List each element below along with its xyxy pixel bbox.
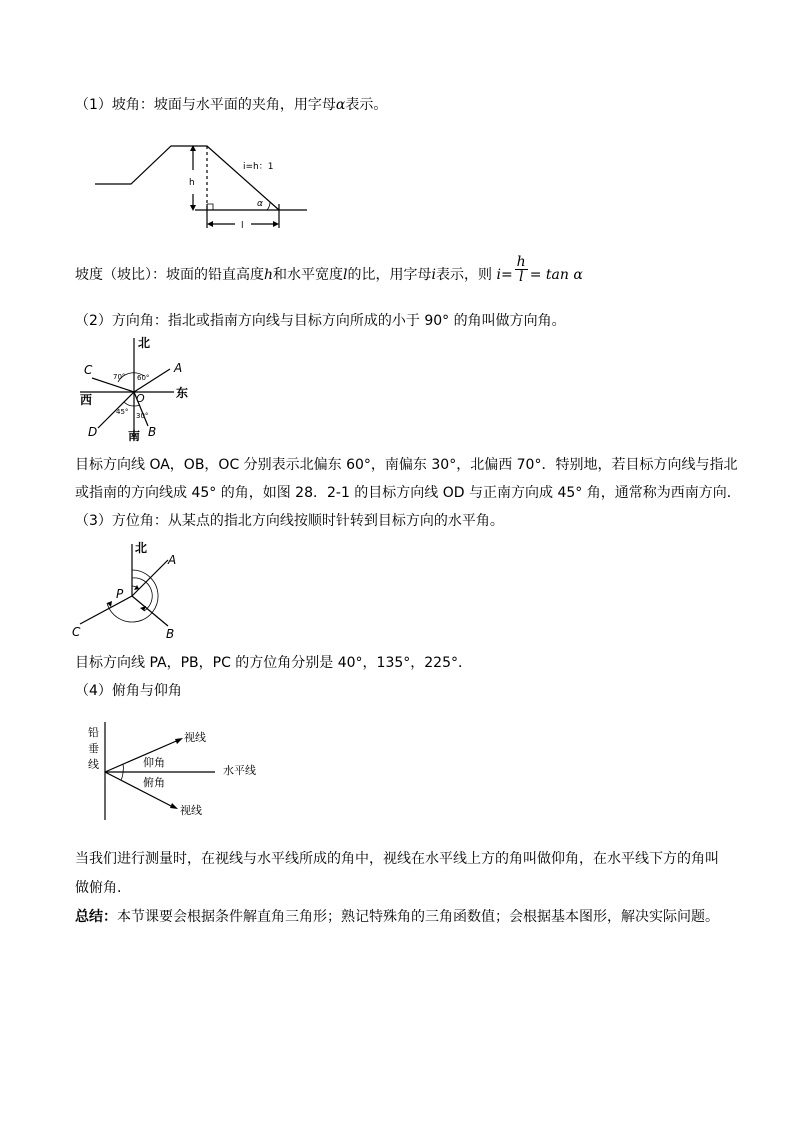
west-label: 西	[80, 393, 93, 407]
angle-45-label: 45°	[116, 408, 129, 416]
alpha-label: α	[257, 199, 263, 209]
point-c-label: C	[84, 363, 93, 377]
elevation-desc-line-1: 当我们进行测量时，在视线与水平线所成的角中，视线在水平线上方的角叫做仰角，在水平线下方的角叫	[75, 851, 719, 867]
bearing-angle-figure	[72, 538, 192, 642]
elevation-desc-line-2: 做俯角.	[75, 880, 122, 896]
slope-figure	[95, 138, 310, 233]
angle-60-label: 60°	[137, 374, 150, 382]
point-a-label: A	[174, 361, 183, 375]
elevation-angle-label: 仰角	[143, 756, 165, 769]
depression-angle-label: 俯角	[143, 776, 165, 789]
elevation-depression-figure	[85, 722, 275, 822]
summary-text: 本节课要会根据条件解直角三角形；熟记特殊角的三角函数值；会根据基本图形，解决实际问题。	[117, 909, 719, 925]
point-b-label: B	[166, 627, 175, 641]
bearing-angle-heading: （3）方位角：从某点的指北方向线按顺时针转到目标方向的水平角。	[75, 513, 504, 529]
elevation-depression-heading: （4）俯角与仰角	[75, 683, 182, 699]
point-a-label: A	[168, 553, 177, 567]
length-label: l	[241, 221, 244, 231]
north-label: 北	[138, 336, 151, 350]
east-label: 东	[176, 386, 189, 400]
plumb-char-3: 线	[88, 758, 99, 771]
angle-70-label: 70°	[113, 373, 126, 381]
height-label: h	[189, 178, 195, 188]
summary	[75, 908, 719, 926]
direction-desc-line-1: 目标方向线 OA，OB，OC 分别表示北偏东 60°，南偏东 30°，北偏西 70°．特别地，若目标方向线与指北	[75, 457, 738, 473]
direction-desc-line-2: 或指南的方向线成 45° 的角，如图 28．2-1 的目标方向线 OD 与正南方向成 45° 角，通常称为西南方向．	[75, 485, 741, 501]
slope-formula-fraction: $\frac{h}{l}$	[516, 253, 526, 285]
point-b-label: B	[148, 425, 157, 439]
plumb-char-2: 垂	[88, 742, 99, 755]
horizontal-line-label: 水平线	[223, 764, 256, 777]
point-p-label: P	[116, 587, 124, 601]
slope-definition: 坡度（坡比）：坡面的铅直高度h和水平宽度l的比，用字母i表示，则 i= $\frac{h}{l}$ = tan α	[75, 253, 583, 285]
south-label: 南	[128, 429, 141, 443]
point-d-label: D	[88, 425, 98, 439]
direction-angle-heading: （2）方向角：指北或指南方向线与目标方向所成的小于 90° 的角叫做方向角。	[75, 313, 566, 329]
sight-line-down-label: 视线	[180, 804, 202, 817]
north-label: 北	[135, 541, 148, 555]
plumb-char-1: 铅	[88, 726, 99, 739]
slope-ratio-label: i=h：1	[243, 162, 274, 172]
slope-angle-heading: （1）坡角：坡面与水平面的夹角，用字母α表示。	[75, 97, 388, 113]
direction-angle-figure	[78, 334, 198, 442]
angle-30-label: 30°	[136, 412, 149, 420]
sight-line-up-label: 视线	[184, 731, 206, 744]
point-c-label: C	[72, 625, 81, 639]
point-o-label: O	[136, 392, 145, 405]
summary-label: 总结：	[75, 909, 117, 925]
bearing-desc: 目标方向线 PA，PB，PC 的方位角分别是 40°，135°，225°．	[75, 655, 472, 671]
